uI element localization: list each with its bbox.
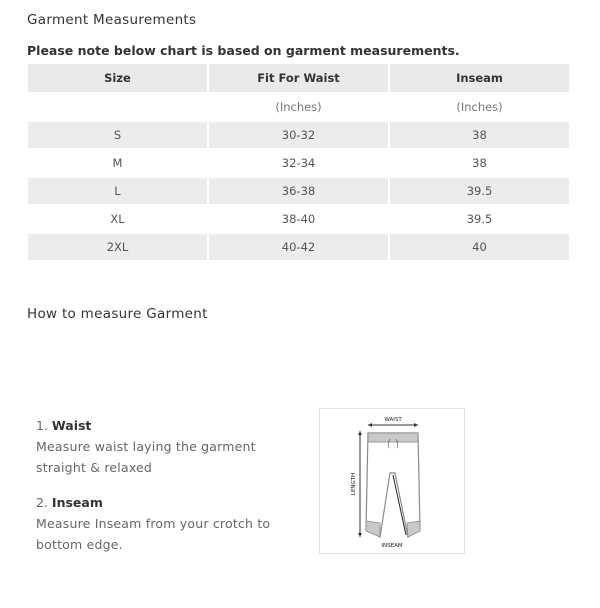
header-fit-for-waist: Fit For Waist (208, 63, 389, 93)
length-arrow-bottom-head (358, 533, 362, 537)
right-cuff (407, 521, 420, 537)
unit-waist: (Inches) (208, 93, 389, 121)
length-label: LENGTH (351, 472, 357, 496)
step-title: Waist (51, 418, 92, 433)
left-cuff (366, 521, 380, 537)
measure-step-inseam (36, 492, 286, 555)
table-row (27, 121, 570, 149)
header-inseam: Inseam (389, 63, 570, 93)
cell-inseam: 38 (389, 149, 570, 177)
step-number: 1. (36, 418, 48, 433)
cell-size: L (27, 177, 208, 205)
step-number: 2. (36, 495, 48, 510)
pants-illustration (320, 409, 464, 553)
cell-waist: 40-42 (208, 233, 389, 261)
chart-note: Please note below chart is based on garment measurements. (27, 43, 460, 58)
cell-inseam: 40 (389, 233, 570, 261)
unit-inseam: (Inches) (389, 93, 570, 121)
measure-step-waist (36, 415, 286, 478)
cell-size: XL (27, 205, 208, 233)
waist-label: WAIST (384, 417, 402, 423)
table-row (27, 149, 570, 177)
page-title: Garment Measurements (27, 12, 197, 28)
unit-size (27, 93, 208, 121)
table-units-row (27, 93, 570, 121)
size-chart-table (26, 62, 571, 262)
waistband (368, 433, 418, 442)
cell-waist: 36-38 (208, 177, 389, 205)
table-header-row (27, 63, 570, 93)
pants-outline (366, 433, 420, 537)
cell-waist: 38-40 (208, 205, 389, 233)
cell-waist: 30-32 (208, 121, 389, 149)
header-size: Size (27, 63, 208, 93)
cell-size: M (27, 149, 208, 177)
waist-arrow-right-head (414, 423, 418, 427)
cell-inseam: 39.5 (389, 177, 570, 205)
waist-arrow-left-head (368, 423, 372, 427)
table-row (27, 205, 570, 233)
table-row (27, 233, 570, 261)
measure-heading: How to measure Garment (27, 306, 208, 322)
cell-inseam: 39.5 (389, 205, 570, 233)
cell-size: 2XL (27, 233, 208, 261)
step-description: Measure waist laying the garment straight & relaxed (36, 439, 256, 475)
step-description: Measure Inseam from your crotch to bottom edge. (36, 516, 271, 552)
table-row (27, 177, 570, 205)
garment-measure-diagram (319, 408, 465, 554)
cell-waist: 32-34 (208, 149, 389, 177)
inseam-label: INSEAM (381, 543, 403, 549)
length-arrow-top-head (358, 431, 362, 435)
cell-inseam: 38 (389, 121, 570, 149)
step-title: Inseam (51, 495, 103, 510)
cell-size: S (27, 121, 208, 149)
